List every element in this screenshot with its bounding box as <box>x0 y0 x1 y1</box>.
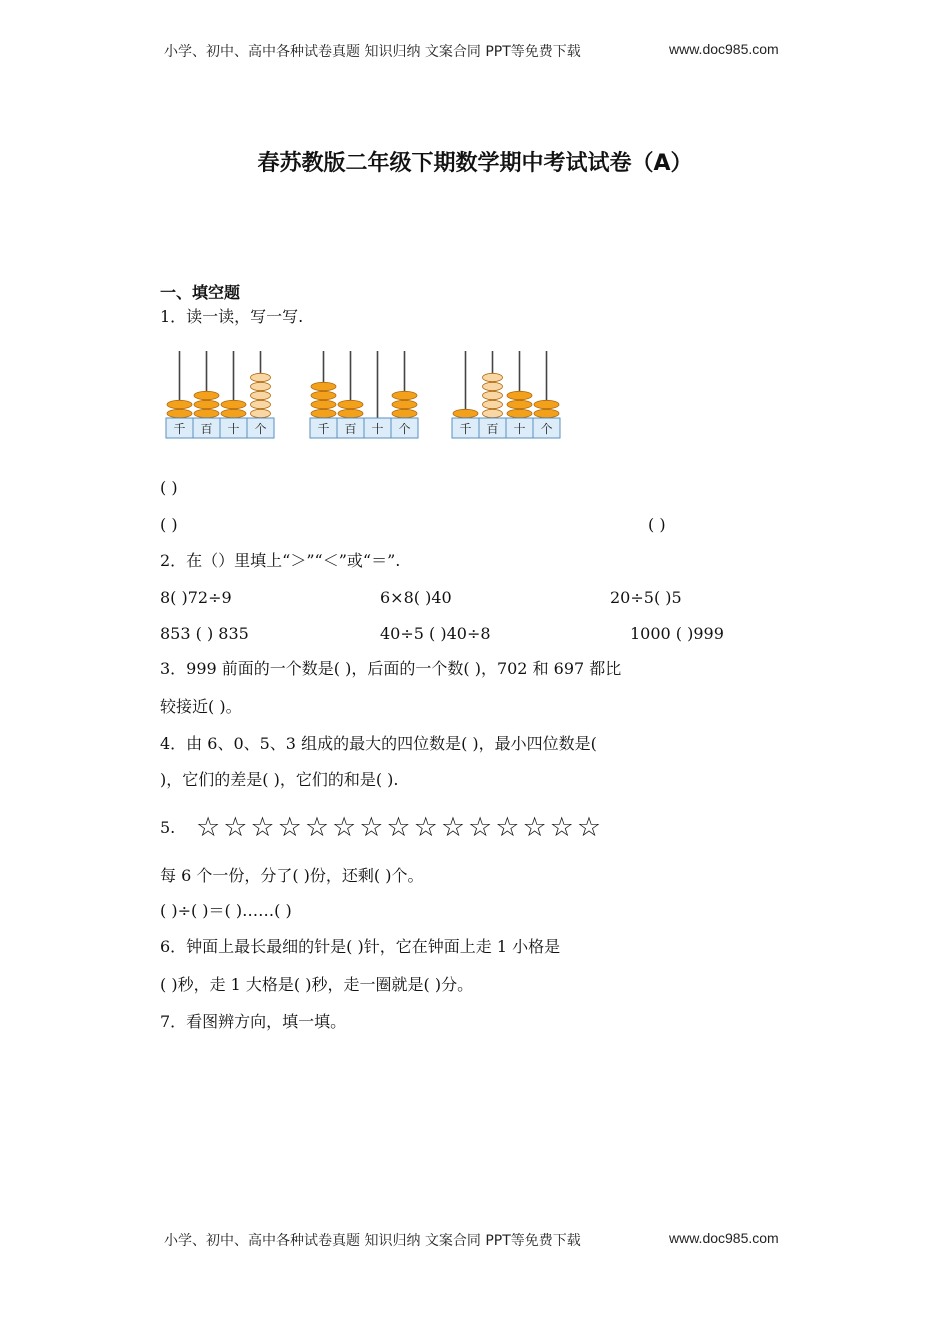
abacus-bead <box>534 409 559 417</box>
abacus-place-label: 百 <box>344 422 357 436</box>
abacus-place-label: 十 <box>227 422 240 436</box>
abacus-bead <box>251 382 271 390</box>
q1-answer-blank[interactable]: ( ) <box>648 515 666 534</box>
abacus-bead <box>311 382 336 390</box>
abacus-bead <box>194 400 219 408</box>
q6-line: 6．钟面上最长最细的针是( )针，它在钟面上走 1 小格是 <box>160 937 561 956</box>
abacus-place-label: 个 <box>540 422 553 436</box>
abacus-place-label: 十 <box>513 422 526 436</box>
abacus-bead <box>251 373 271 381</box>
abacus-bead <box>194 391 219 399</box>
abacus-place-label: 千 <box>173 422 186 436</box>
abacus-bead <box>338 400 363 408</box>
abacus-bead <box>507 391 532 399</box>
abacus-bead <box>507 400 532 408</box>
q7-prompt: 7．看图辨方向，填一填。 <box>160 1012 347 1031</box>
abacus-bead <box>392 400 417 408</box>
q2-item[interactable]: 6×8( )40 <box>380 588 452 607</box>
abacus-bead <box>392 409 417 417</box>
page-title: 春苏教版二年级下期数学期中考试试卷（A） <box>257 151 693 176</box>
q4-line: )，它们的差是( )，它们的和是( ). <box>160 770 399 789</box>
abacus-place-label: 个 <box>398 422 411 436</box>
abacus-bead <box>251 409 271 417</box>
q3-line: 较接近( )。 <box>160 697 242 716</box>
q5-number: 5. <box>160 818 176 837</box>
abacus-place-label: 千 <box>459 422 472 436</box>
header-url[interactable]: www.doc985.com <box>669 41 779 57</box>
q1-prompt: 1．读一读，写一写. <box>160 307 304 326</box>
abacus-bead <box>483 382 503 390</box>
q6-line: ( )秒，走 1 大格是( )秒，走一圈就是( )分。 <box>160 975 474 994</box>
abacus-bead <box>251 391 271 399</box>
abacus-place-label: 个 <box>254 422 267 436</box>
abacus-bead <box>167 409 192 417</box>
abacus-bead <box>483 373 503 381</box>
abacus-bead <box>483 409 503 417</box>
abacus-place-label: 十 <box>371 422 384 436</box>
q1-answer-blank[interactable]: ( ) <box>160 478 178 497</box>
q1-answer-blank[interactable]: ( ) <box>160 515 178 534</box>
q5-line: ( )÷( )＝( )……( ) <box>160 901 292 920</box>
abacus-bead <box>311 391 336 399</box>
abacus-bead <box>194 409 219 417</box>
q2-item[interactable]: 853 ( ) 835 <box>160 624 249 643</box>
abacus-bead <box>167 400 192 408</box>
abacus-bead <box>483 391 503 399</box>
abacus-bead <box>338 409 363 417</box>
abacus-place-label: 千 <box>317 422 330 436</box>
header-text: 小学、初中、高中各种试卷真题 知识归纳 文案合同 PPT等免费下载 <box>164 44 581 60</box>
abacus-bead <box>507 409 532 417</box>
abacus-bead <box>453 409 478 417</box>
q4-line: 4．由 6、0、5、3 组成的最大的四位数是( )，最小四位数是( <box>160 734 597 753</box>
abacus-place-label: 百 <box>486 422 499 436</box>
q5-line: 每 6 个一份，分了( )份，还剩( )个。 <box>160 866 424 885</box>
q2-item[interactable]: 8( )72÷9 <box>160 588 232 607</box>
footer-url[interactable]: www.doc985.com <box>669 1230 779 1246</box>
q2-item[interactable]: 1000 ( )999 <box>630 624 724 643</box>
abacus-bead <box>221 400 246 408</box>
abacus-bead <box>483 400 503 408</box>
abacus-bead <box>311 400 336 408</box>
abacus-bead <box>392 391 417 399</box>
q2-item[interactable]: 40÷5 ( )40÷8 <box>380 624 491 643</box>
q2-item[interactable]: 20÷5( )5 <box>610 588 682 607</box>
q2-prompt: 2．在（）里填上“＞”“＜”或“＝”. <box>160 551 401 570</box>
q5-stars: ☆☆☆☆☆☆☆☆☆☆☆☆☆☆☆ <box>196 812 605 843</box>
abacus-bead <box>311 409 336 417</box>
abacus-bead <box>221 409 246 417</box>
footer-text: 小学、初中、高中各种试卷真题 知识归纳 文案合同 PPT等免费下载 <box>164 1233 581 1249</box>
abacus-figure <box>160 345 580 460</box>
abacus-bead <box>534 400 559 408</box>
section-heading: 一、填空题 <box>160 283 241 302</box>
abacus-place-label: 百 <box>200 422 213 436</box>
abacus-bead <box>251 400 271 408</box>
q3-line: 3．999 前面的一个数是( )，后面的一个数( )，702 和 697 都比 <box>160 659 622 678</box>
